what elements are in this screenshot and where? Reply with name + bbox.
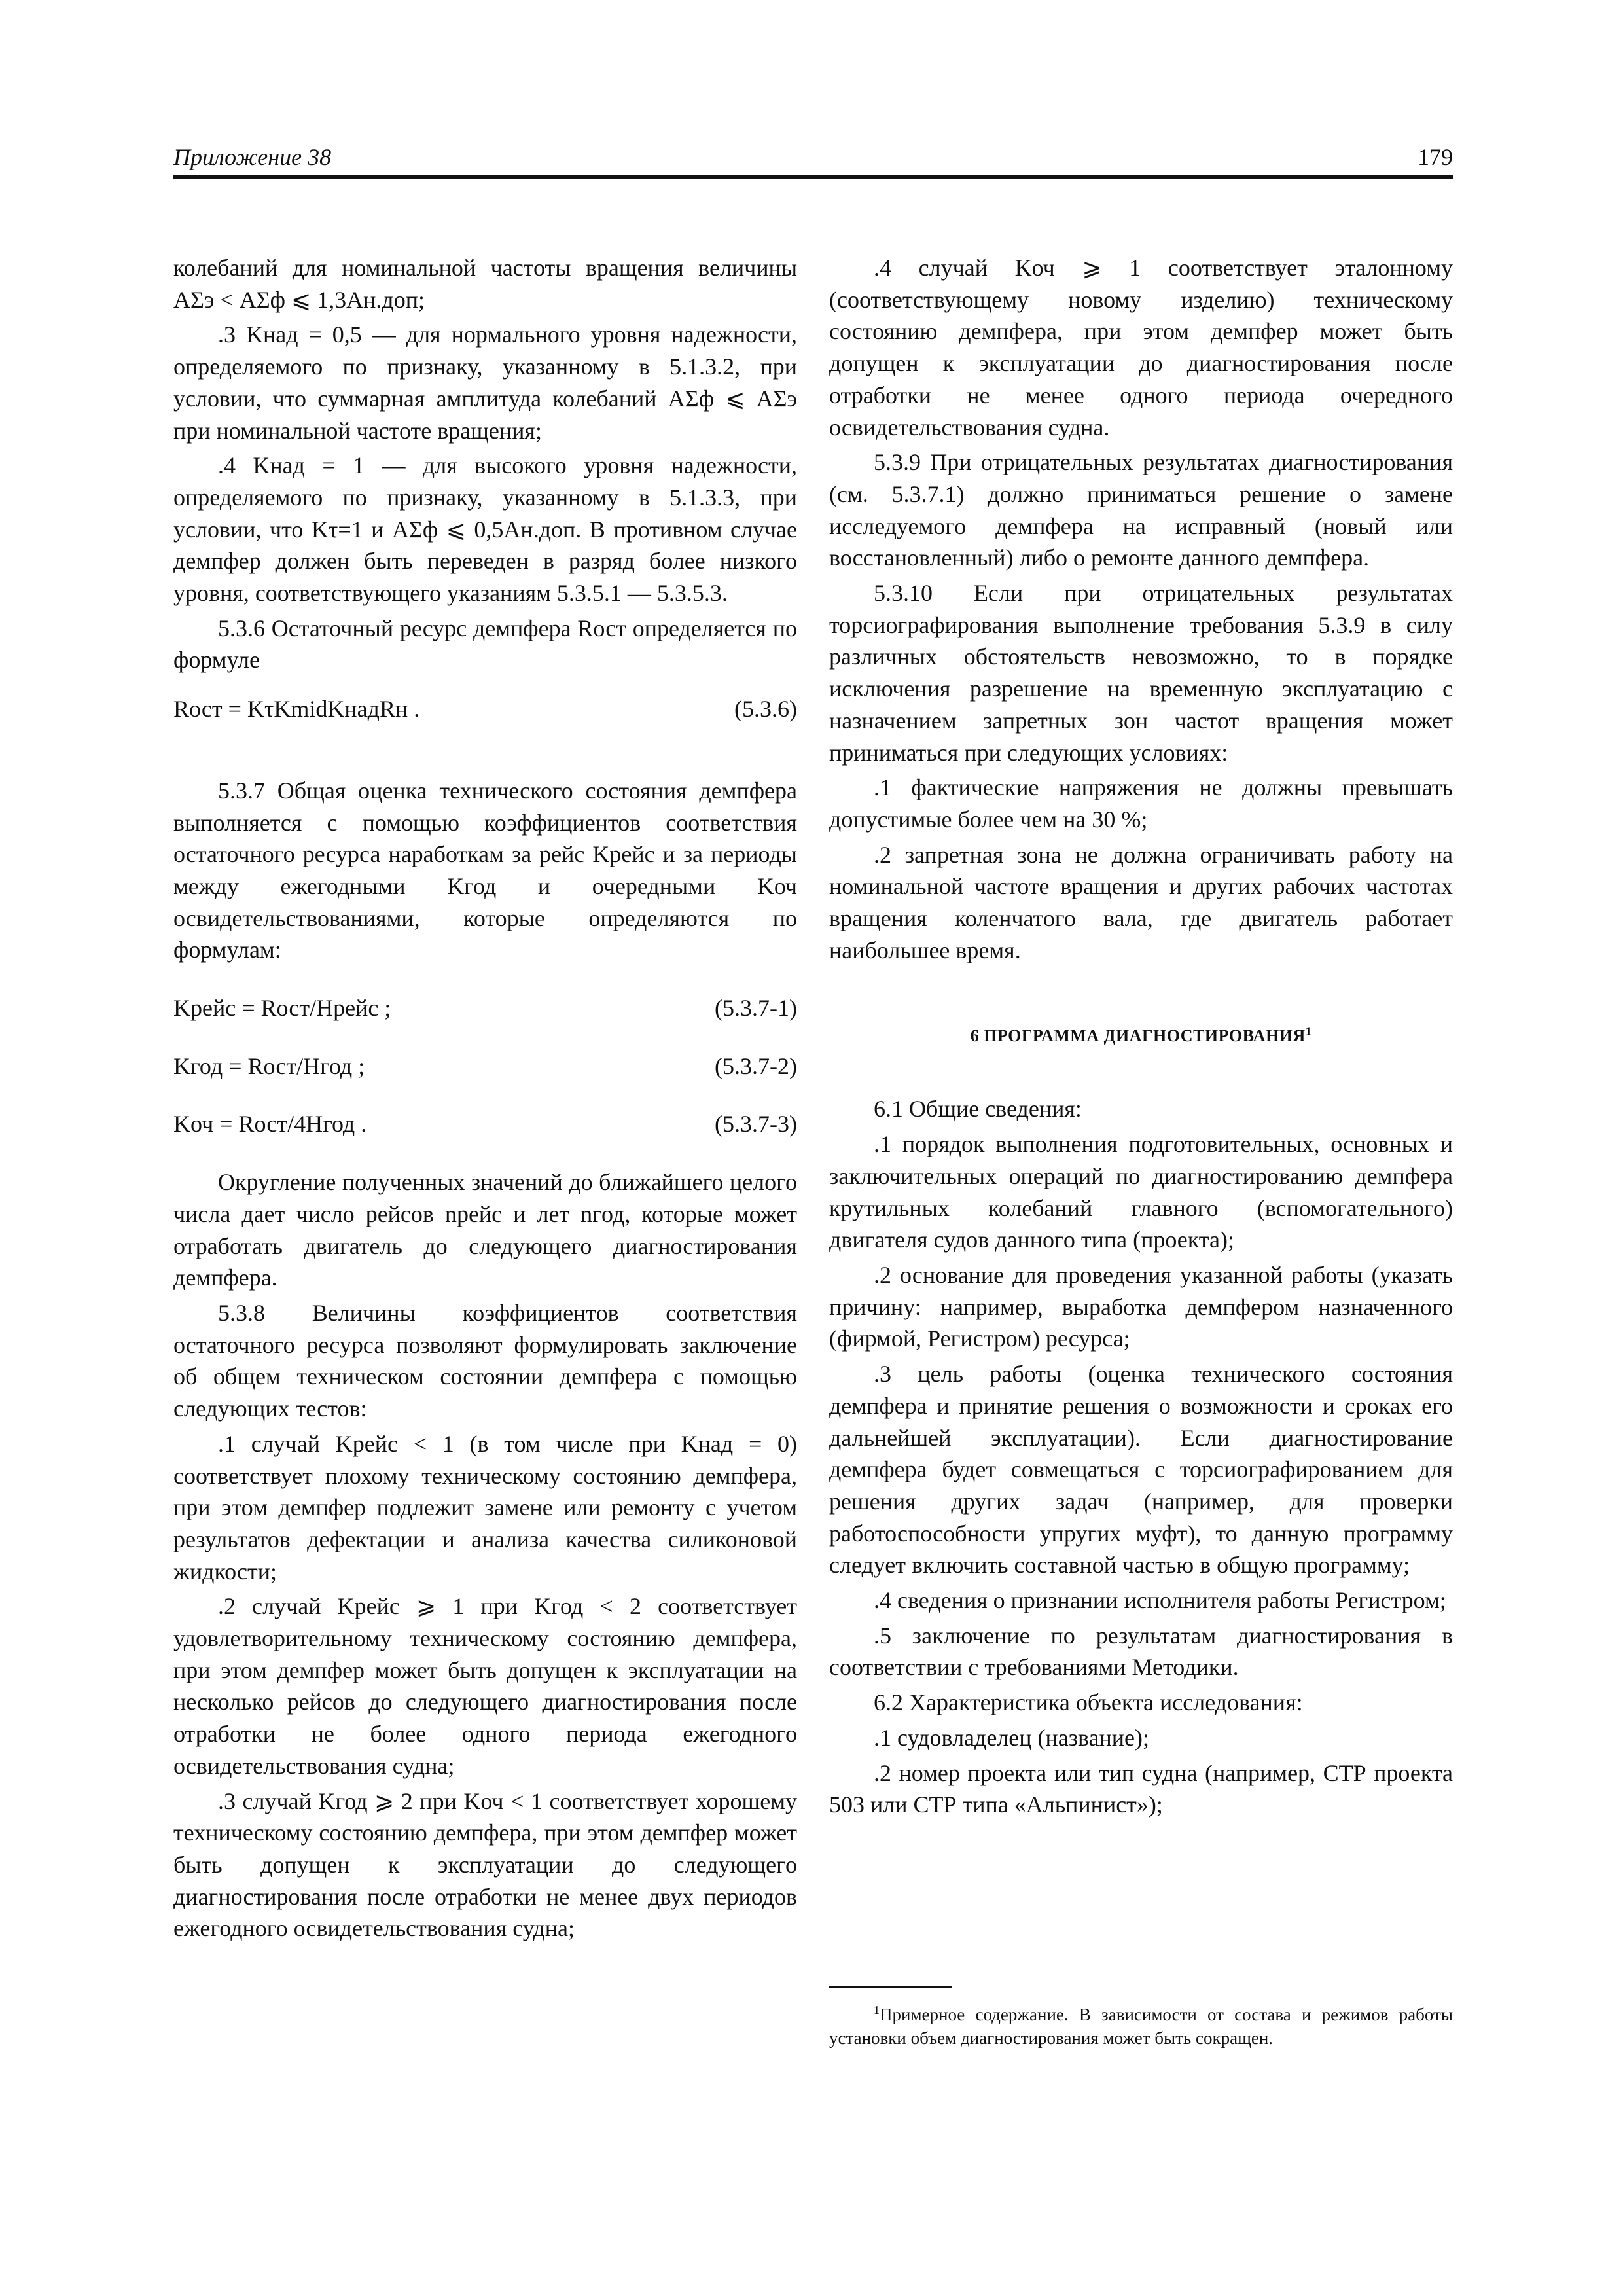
paragraph: .2 запретная зона не должна ограничивать работу на номинальной частоте вращения и других рабочих частотах вращения коленчатого вала, где двигатель работает наибольшее время.	[829, 841, 1453, 963]
paragraph: 5.3.6 Остаточный ресурс демпфера Rост определяется по формуле	[173, 615, 797, 673]
paragraph: .3 цель работы (оценка технического состояния демпфера и принятие решения о возможности и сроках его дальнейшей эксплуатации). Если диагностирование демпфера будет совмещаться с торсиографированием для решения других задач (например, для проверки работоспособности упругих муфт), то данную программу следует включить составной частью в общую программу;	[829, 1361, 1453, 1579]
paragraph: 5.3.8 Величины коэффициентов соответствия остаточного ресурса позволяют формулировать заключение об общем техническом состоянии демпфера с помощью следующих тестов:	[173, 1299, 797, 1422]
formula-5-3-7-3	[173, 1108, 797, 1140]
section-heading-text: 6 ПРОГРАММА ДИАГНОСТИРОВАНИЯ	[970, 1026, 1306, 1046]
formula-5-3-7-2	[173, 1050, 797, 1083]
paragraph: Округление полученных значений до ближайшего целого числа дает число рейсов nрейс и лет nгод, которые может отработать двигатель до следующего диагностирования демпфера.	[173, 1169, 797, 1291]
paragraph: .1 судовладелец (название);	[874, 1724, 1149, 1751]
paragraph: .2 основание для проведения указанной работы (указать причину: например, выработка демпфером назначенного (фирмой, Регистром) ресурса;	[829, 1261, 1453, 1352]
paragraph: .1 порядок выполнения подготовительных, основных и заключительных операций по диагностированию демпфера крутильных колебаний главного (вспомогательного) двигателя судов данного типа (проекта);	[829, 1131, 1453, 1253]
formula-expression: Rост = KτKmidKнадRн .	[173, 696, 420, 723]
paragraph: .3 случай Kгод ⩾ 2 при Kоч < 1 соответствует хорошему техническому состоянию демпфера, при этом демпфер может быть допущен к эксплуатации до следующего диагностирования после отработки не менее двух периодов ежегодного освидетельствования судна;	[173, 1787, 797, 1942]
page-number: 179	[1418, 144, 1453, 170]
header-title: Приложение 38	[173, 144, 332, 170]
paragraph: .4 сведения о признании исполнителя работы Регистром;	[874, 1587, 1446, 1614]
formula-expression: Kгод = Rост/Hгод ;	[173, 1052, 365, 1079]
paragraph: .1 случай Kрейс < 1 (в том числе при Kнад = 0) соответствует плохому техническому состоянию демпфера, при этом демпфер подлежит замене или ремонту с учетом результатов дефектации и анализа качества силиконовой жидкости;	[173, 1430, 797, 1585]
formula-number: (5.3.7-3)	[715, 1111, 797, 1138]
paragraph: 6.1 Общие сведения:	[874, 1096, 1082, 1122]
formula-5-3-6	[173, 693, 797, 725]
formula-number: (5.3.7-1)	[715, 995, 797, 1022]
paragraph: 5.3.7 Общая оценка технического состояния демпфера выполняется с помощью коэффициентов соответствия остаточного ресурса наработкам за рейс Kрейс и за периоды между ежегодными Kгод и очередными Kоч освидетельствованиями, которые определяются по формулам:	[173, 777, 797, 963]
paragraph: .2 случай Kрейс ⩾ 1 при Kгод < 2 соответствует удовлетворительному техническому состоянию демпфера, при этом демпфер может быть допущен к эксплуатации на несколько рейсов до следующего диагностирования после отработки не более одного периода ежегодного освидетельствования судна;	[173, 1593, 797, 1779]
footnote-reference: 1	[1305, 1024, 1312, 1038]
formula-number: (5.3.7-2)	[715, 1052, 797, 1079]
paragraph: .4 случай Kоч ⩾ 1 соответствует эталонному (соответствующему новому изделию) техническому состоянию демпфера, при этом демпфер может быть допущен к эксплуатации до диагностирования после отработки не менее одного периода очередного освидетельствования судна.	[829, 255, 1453, 440]
footnote-rule	[829, 1986, 952, 1988]
formula-5-3-7-1	[173, 992, 797, 1024]
section-heading	[829, 1025, 1453, 1047]
paragraph: 5.3.9 При отрицательных результатах диагностирования (см. 5.3.7.1) должно приниматься решение о замене исследуемого демпфера на исправный (новый или восстановленный) либо о ремонте данного демпфера.	[829, 449, 1453, 571]
footnote-text: Примерное содержание. В зависимости от состава и режимов работы установки объем диагностирования может быть сокращен.	[829, 2005, 1453, 2048]
running-header	[173, 143, 1453, 171]
spacer	[173, 751, 797, 775]
footnote-mark: 1	[874, 2003, 880, 2017]
footnote	[829, 2003, 1453, 2050]
paragraph: .4 Kнад = 1 — для высокого уровня надежности, определяемого по признаку, указанному в 5.1.3.3, при условии, что Kτ=1 и AΣф ⩽ 0,5Aн.доп. В противном случае демпфер должен быть переведен в разряд более низкого уровня, соответствующего указаниям 5.3.5.1 — 5.3.5.3.	[173, 452, 797, 607]
paragraph: .1 фактические напряжения не должны превышать допустимые более чем на 30 %;	[829, 774, 1453, 833]
paragraph: 6.2 Характеристика объекта исследования:	[874, 1689, 1303, 1716]
paragraph: .3 Kнад = 0,5 — для нормального уровня надежности, определяемого по признаку, указанному в 5.1.3.2, при условии, что суммарная амплитуда колебаний AΣф ⩽ AΣэ при номинальной частоте вращения;	[173, 321, 797, 444]
formula-expression: Kоч = Rост/4Hгод .	[173, 1111, 367, 1138]
paragraph: .5 заключение по результатам диагностирования в соответствии с требованиями Методики.	[829, 1622, 1453, 1681]
formula-expression: Kрейс = Rост/Hрейс ;	[173, 995, 391, 1022]
header-rule	[173, 175, 1453, 179]
paragraph: .2 номер проекта или тип судна (например, СТР проекта 503 или СТР типа «Альпинист»);	[829, 1759, 1453, 1818]
left-column	[173, 252, 797, 1948]
paragraph: 5.3.10 Если при отрицательных результатах торсиографирования выполнение требования 5.3.9 в силу различных обстоятельств невозможно, то в порядке исключения разрешение на временную эксплуатацию с назначением запретных зон частот вращения может приниматься при следующих условиях:	[829, 580, 1453, 766]
formula-number: (5.3.6)	[734, 696, 797, 723]
paragraph: колебаний для номинальной частоты вращения величины AΣэ < AΣф ⩽ 1,3Aн.доп;	[173, 255, 797, 313]
right-column	[829, 252, 1453, 1824]
